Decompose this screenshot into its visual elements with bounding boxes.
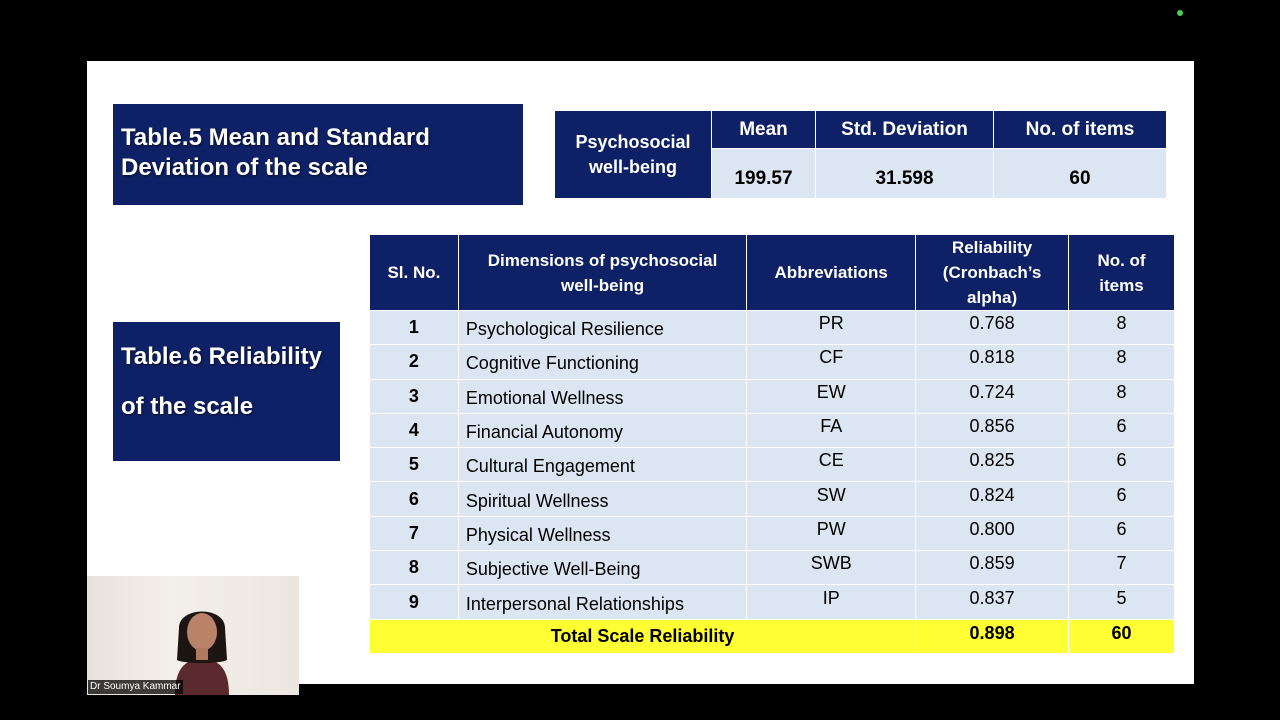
row-dimension: Spiritual Wellness bbox=[458, 482, 746, 516]
participant-video-tile[interactable] bbox=[87, 576, 299, 695]
table6-header-slno: Sl. No. bbox=[370, 235, 459, 311]
row-dimension: Emotional Wellness bbox=[458, 379, 746, 413]
table5-header-std: Std. Deviation bbox=[816, 111, 994, 149]
row-number: 4 bbox=[370, 413, 459, 447]
table5-std-value: 31.598 bbox=[816, 149, 994, 199]
row-items: 7 bbox=[1069, 551, 1175, 585]
row-abbreviation: PW bbox=[747, 516, 916, 550]
table5-items-value: 60 bbox=[994, 149, 1167, 199]
table6-header-reliability: Reliability (Cronbach’s alpha) bbox=[916, 235, 1069, 311]
table-row bbox=[370, 448, 1175, 482]
row-dimension: Psychological Resilience bbox=[458, 311, 746, 345]
row-reliability: 0.768 bbox=[916, 311, 1069, 345]
row-items: 6 bbox=[1069, 448, 1175, 482]
row-reliability: 0.724 bbox=[916, 379, 1069, 413]
row-dimension: Financial Autonomy bbox=[458, 413, 746, 447]
table5-title: Table.5 Mean and Standard Deviation of the scale bbox=[113, 104, 523, 205]
row-number: 8 bbox=[370, 551, 459, 585]
row-reliability: 0.856 bbox=[916, 413, 1069, 447]
row-reliability: 0.800 bbox=[916, 516, 1069, 550]
row-abbreviation: SWB bbox=[747, 551, 916, 585]
table-row bbox=[370, 311, 1175, 345]
row-reliability: 0.825 bbox=[916, 448, 1069, 482]
row-items: 8 bbox=[1069, 379, 1175, 413]
table5-row-label: Psychosocial well-being bbox=[555, 111, 712, 199]
table-row bbox=[370, 379, 1175, 413]
row-dimension: Physical Wellness bbox=[458, 516, 746, 550]
row-items: 8 bbox=[1069, 311, 1175, 345]
row-number: 3 bbox=[370, 379, 459, 413]
row-items: 8 bbox=[1069, 345, 1175, 379]
row-items: 6 bbox=[1069, 482, 1175, 516]
table6-title-line2: of the scale bbox=[121, 393, 254, 420]
row-reliability: 0.837 bbox=[916, 585, 1069, 619]
row-items: 6 bbox=[1069, 413, 1175, 447]
row-dimension: Cultural Engagement bbox=[458, 448, 746, 482]
table6-header-dimensions: Dimensions of psychosocial well-being bbox=[458, 235, 746, 311]
table-row bbox=[370, 345, 1175, 379]
row-number: 7 bbox=[370, 516, 459, 550]
row-reliability: 0.824 bbox=[916, 482, 1069, 516]
row-number: 1 bbox=[370, 311, 459, 345]
table6-title-line1: Table.6 Reliability bbox=[121, 343, 322, 370]
row-dimension: Cognitive Functioning bbox=[458, 345, 746, 379]
row-dimension: Subjective Well-Being bbox=[458, 551, 746, 585]
row-items: 5 bbox=[1069, 585, 1175, 619]
row-abbreviation: CF bbox=[747, 345, 916, 379]
table-row bbox=[370, 551, 1175, 585]
table-row bbox=[370, 516, 1175, 550]
row-reliability: 0.818 bbox=[916, 345, 1069, 379]
table-row bbox=[370, 585, 1175, 619]
row-abbreviation: SW bbox=[747, 482, 916, 516]
row-number: 2 bbox=[370, 345, 459, 379]
row-number: 9 bbox=[370, 585, 459, 619]
status-dot bbox=[1177, 10, 1183, 16]
row-abbreviation: EW bbox=[747, 379, 916, 413]
table-row bbox=[370, 482, 1175, 516]
row-number: 6 bbox=[370, 482, 459, 516]
table-row bbox=[370, 413, 1175, 447]
table6-header-abbreviations: Abbreviations bbox=[747, 235, 916, 311]
row-abbreviation: PR bbox=[747, 311, 916, 345]
table5-header-items: No. of items bbox=[994, 111, 1167, 149]
table5-mean-value: 199.57 bbox=[712, 149, 816, 199]
total-label: Total Scale Reliability bbox=[370, 619, 916, 653]
row-abbreviation: IP bbox=[747, 585, 916, 619]
total-reliability: 0.898 bbox=[916, 619, 1069, 653]
total-items: 60 bbox=[1069, 619, 1175, 653]
table6-total-row bbox=[370, 619, 1175, 653]
table5-header-mean: Mean bbox=[712, 111, 816, 149]
table6-reliability bbox=[369, 234, 1175, 654]
row-items: 6 bbox=[1069, 516, 1175, 550]
row-reliability: 0.859 bbox=[916, 551, 1069, 585]
table6-header-items: No. of items bbox=[1069, 235, 1175, 311]
participant-name-label: Dr Soumya Kammar bbox=[90, 681, 181, 692]
row-number: 5 bbox=[370, 448, 459, 482]
table6-title bbox=[113, 322, 340, 461]
row-abbreviation: CE bbox=[747, 448, 916, 482]
row-abbreviation: FA bbox=[747, 413, 916, 447]
table5-mean-sd bbox=[554, 110, 1167, 199]
row-dimension: Interpersonal Relationships bbox=[458, 585, 746, 619]
